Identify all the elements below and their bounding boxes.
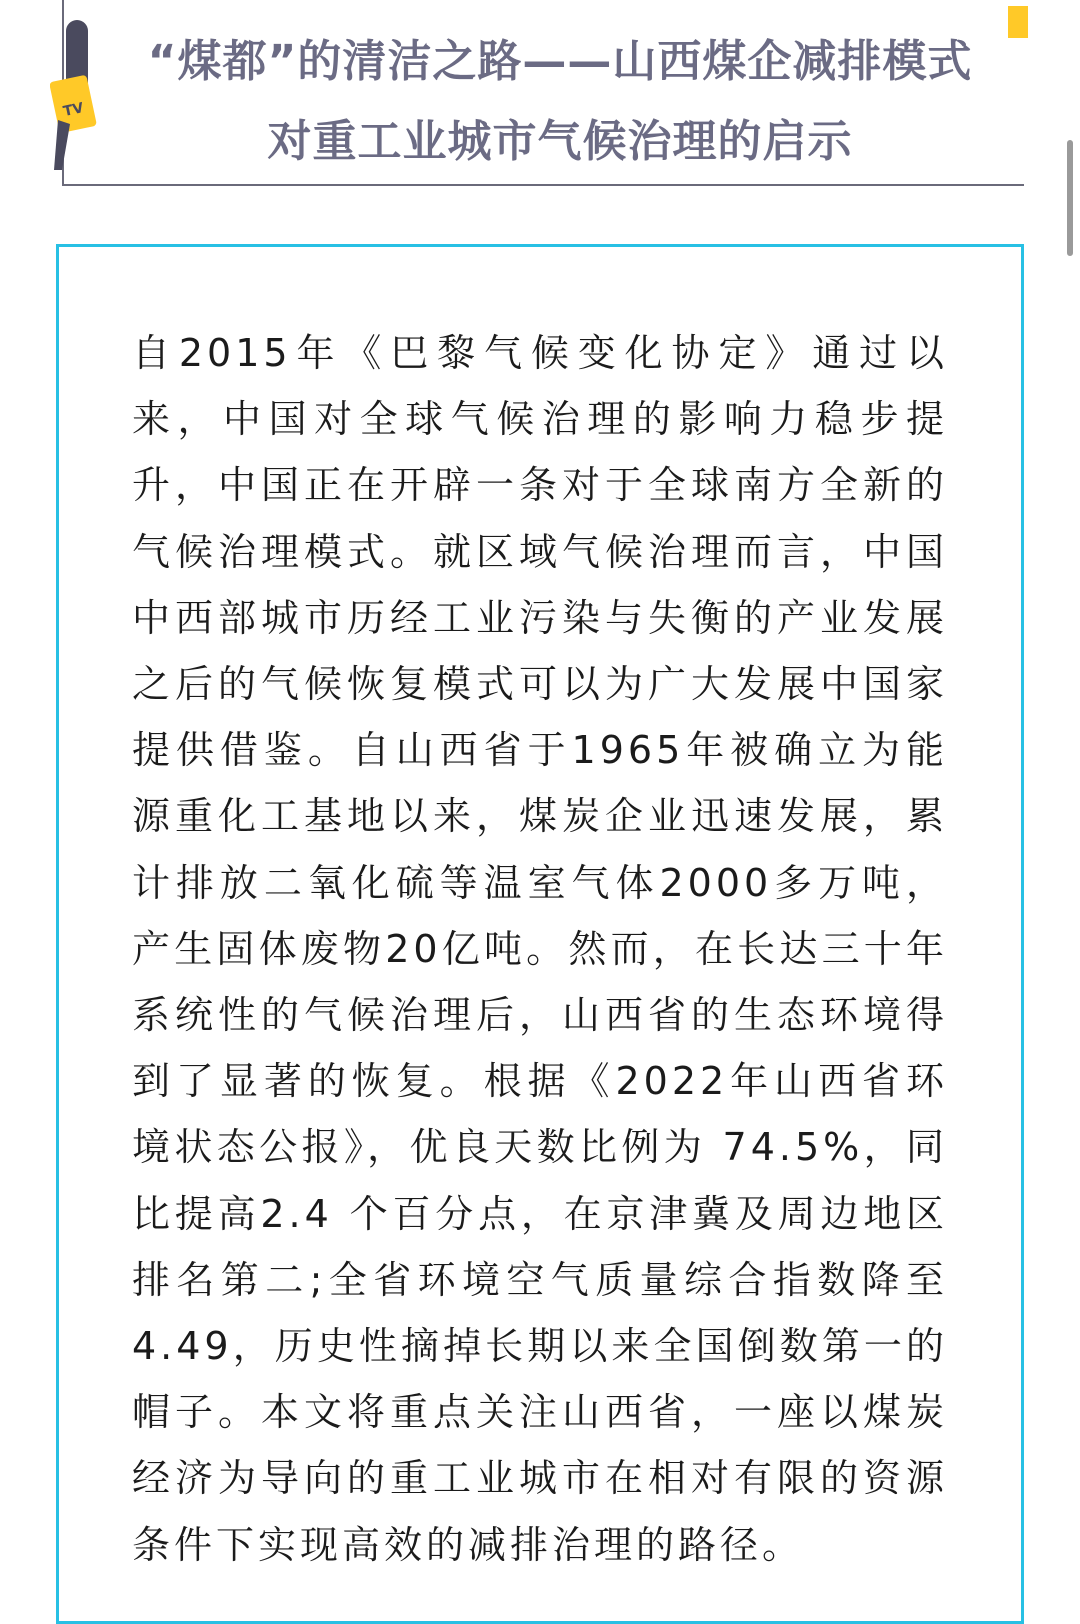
scrollbar[interactable] xyxy=(1067,140,1073,256)
page-title xyxy=(110,22,1010,182)
title-line-1: “煤都”的清洁之路——山西煤企减排模式 xyxy=(147,36,973,87)
microphone-icon xyxy=(50,20,110,170)
yellow-tab-decoration xyxy=(1008,6,1028,38)
title-line-2: 对重工业城市气候治理的启示 xyxy=(267,116,853,167)
article-paragraph: 自2015年《巴黎气候变化协定》通过以来，中国对全球气候治理的影响力稳步提升，中国正在开辟一条对于全球南方全新的气候治理模式。就区域气候治理而言，中国中西部城市历经工业污染与失衡的产业发展之后的气候恢复模式可以为广大发展中国家提供借鉴。自山西省于1965年被确立为能源重化工基地以来，煤炭企业迅速发展，累计排放二氧化硫等温室气体2000多万吨，产生固体废物20亿吨。然而，在长达三十年系统性的气候治理后，山西省的生态环境得到了显著的恢复。根据《2022年山西省环境状态公报》，优良天数比例为 74.5%，同比提高2.4 个百分点，在京津冀及周边地区排名第二;全省环境空气质量综合指数降至 4.49，历史性摘掉长期以来全国倒数第一的帽子。本文将重点关注山西省，一座以煤炭经济为导向的重工业城市在相对有限的资源条件下实现高效的减排治理的路径。 xyxy=(132,331,948,1567)
mic-label: TV xyxy=(61,100,86,120)
